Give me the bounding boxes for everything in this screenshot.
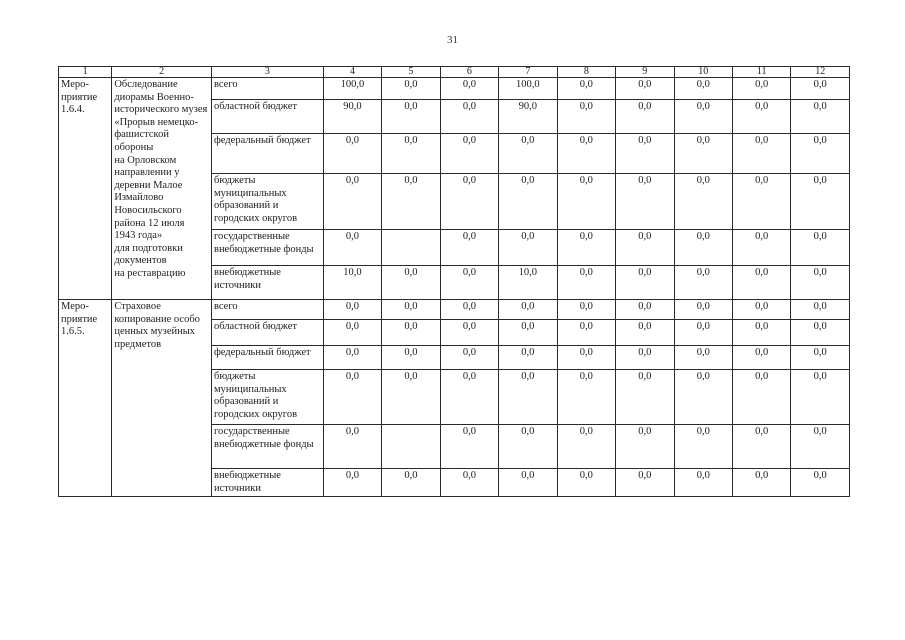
amount-cell: 0,0 bbox=[382, 370, 440, 425]
amount-cell: 0,0 bbox=[323, 320, 381, 346]
column-number: 1 bbox=[59, 67, 112, 78]
amount-cell: 0,0 bbox=[616, 346, 674, 370]
amount-cell: 90,0 bbox=[499, 100, 557, 134]
amount-cell: 0,0 bbox=[616, 174, 674, 230]
activity-label: Меро- приятие 1.6.5. bbox=[59, 300, 112, 497]
table-row bbox=[59, 300, 850, 320]
amount-cell: 0,0 bbox=[499, 300, 557, 320]
amount-cell: 0,0 bbox=[616, 370, 674, 425]
amount-cell: 0,0 bbox=[382, 174, 440, 230]
amount-cell: 0,0 bbox=[440, 370, 498, 425]
amount-cell: 0,0 bbox=[499, 370, 557, 425]
amount-cell: 0,0 bbox=[557, 78, 615, 100]
amount-cell: 0,0 bbox=[791, 78, 850, 100]
amount-cell: 0,0 bbox=[440, 300, 498, 320]
activity-description: Страховое копирование особо ценных музейных предметов bbox=[112, 300, 212, 497]
amount-cell: 0,0 bbox=[674, 320, 732, 346]
column-number: 7 bbox=[499, 67, 557, 78]
amount-cell: 0,0 bbox=[732, 134, 790, 174]
amount-cell: 0,0 bbox=[791, 134, 850, 174]
amount-cell: 0,0 bbox=[674, 100, 732, 134]
activity-label: Меро- приятие 1.6.4. bbox=[59, 78, 112, 300]
amount-cell: 0,0 bbox=[382, 469, 440, 497]
amount-cell: 0,0 bbox=[791, 425, 850, 469]
amount-cell: 0,0 bbox=[557, 320, 615, 346]
amount-cell: 0,0 bbox=[674, 346, 732, 370]
amount-cell: 90,0 bbox=[323, 100, 381, 134]
amount-cell: 0,0 bbox=[323, 300, 381, 320]
column-number: 11 bbox=[732, 67, 790, 78]
amount-cell: 0,0 bbox=[323, 174, 381, 230]
amount-cell: 0,0 bbox=[732, 425, 790, 469]
amount-cell: 100,0 bbox=[499, 78, 557, 100]
funding-source: федеральный бюджет bbox=[211, 134, 323, 174]
amount-cell: 0,0 bbox=[557, 230, 615, 266]
amount-cell: 0,0 bbox=[616, 469, 674, 497]
amount-cell: 0,0 bbox=[382, 100, 440, 134]
amount-cell: 0,0 bbox=[791, 370, 850, 425]
amount-cell: 0,0 bbox=[616, 266, 674, 300]
amount-cell: 0,0 bbox=[557, 425, 615, 469]
amount-cell: 0,0 bbox=[440, 425, 498, 469]
amount-cell: 0,0 bbox=[382, 346, 440, 370]
amount-cell: 0,0 bbox=[674, 78, 732, 100]
amount-cell: 0,0 bbox=[674, 425, 732, 469]
amount-cell: 0,0 bbox=[791, 174, 850, 230]
amount-cell: 0,0 bbox=[440, 174, 498, 230]
amount-cell: 0,0 bbox=[323, 469, 381, 497]
amount-cell: 0,0 bbox=[382, 78, 440, 100]
column-number: 4 bbox=[323, 67, 381, 78]
funding-source: бюджеты муниципальных образований и городских округов bbox=[211, 174, 323, 230]
funding-source: внебюджетные источники bbox=[211, 469, 323, 497]
page-number: 31 bbox=[447, 34, 458, 46]
amount-cell: 0,0 bbox=[674, 266, 732, 300]
funding-source: государственные внебюджетные фонды bbox=[211, 230, 323, 266]
amount-cell: 0,0 bbox=[674, 469, 732, 497]
amount-cell: 0,0 bbox=[557, 370, 615, 425]
funding-source: всего bbox=[211, 78, 323, 100]
amount-cell: 0,0 bbox=[382, 300, 440, 320]
amount-cell: 0,0 bbox=[732, 370, 790, 425]
budget-table bbox=[58, 66, 850, 497]
amount-cell: 0,0 bbox=[732, 346, 790, 370]
amount-cell: 0,0 bbox=[440, 469, 498, 497]
amount-cell: 0,0 bbox=[732, 469, 790, 497]
amount-cell: 0,0 bbox=[499, 230, 557, 266]
amount-cell: 0,0 bbox=[616, 320, 674, 346]
amount-cell: 0,0 bbox=[499, 174, 557, 230]
column-number: 9 bbox=[616, 67, 674, 78]
amount-cell: 0,0 bbox=[440, 266, 498, 300]
amount-cell: 0,0 bbox=[674, 174, 732, 230]
amount-cell: 0,0 bbox=[674, 370, 732, 425]
amount-cell: 0,0 bbox=[440, 134, 498, 174]
amount-cell: 0,0 bbox=[732, 266, 790, 300]
amount-cell: 0,0 bbox=[557, 134, 615, 174]
column-number-row bbox=[59, 67, 850, 78]
amount-cell: 0,0 bbox=[557, 174, 615, 230]
amount-cell: 0,0 bbox=[791, 300, 850, 320]
amount-cell: 0,0 bbox=[616, 78, 674, 100]
column-number: 8 bbox=[557, 67, 615, 78]
amount-cell: 0,0 bbox=[440, 230, 498, 266]
amount-cell: 0,0 bbox=[791, 469, 850, 497]
amount-cell: 0,0 bbox=[323, 370, 381, 425]
amount-cell: 0,0 bbox=[323, 425, 381, 469]
amount-cell: 0,0 bbox=[674, 300, 732, 320]
amount-cell: 0,0 bbox=[557, 469, 615, 497]
amount-cell: 0,0 bbox=[732, 100, 790, 134]
amount-cell: 0,0 bbox=[791, 100, 850, 134]
amount-cell: 0,0 bbox=[440, 320, 498, 346]
activity-description: Обследование диорамы Военно- исторического музея «Прорыв немецко- фашистской обороны на Орловском направлении у деревни Малое Измайлово Новосильского района 12 июля 1943 года» для подготовки документов на реставрацию bbox=[112, 78, 212, 300]
amount-cell: 0,0 bbox=[382, 266, 440, 300]
amount-cell: 0,0 bbox=[440, 78, 498, 100]
amount-cell: 0,0 bbox=[732, 320, 790, 346]
amount-cell: 10,0 bbox=[323, 266, 381, 300]
funding-source: бюджеты муниципальных образований и городских округов bbox=[211, 370, 323, 425]
amount-cell: 0,0 bbox=[791, 230, 850, 266]
amount-cell: 0,0 bbox=[557, 100, 615, 134]
amount-cell: 0,0 bbox=[323, 230, 381, 266]
column-number: 12 bbox=[791, 67, 850, 78]
table-row bbox=[59, 78, 850, 100]
amount-cell: 0,0 bbox=[791, 320, 850, 346]
amount-cell: 0,0 bbox=[499, 320, 557, 346]
amount-cell: 0,0 bbox=[616, 230, 674, 266]
amount-cell: 0,0 bbox=[616, 425, 674, 469]
funding-source: государственные внебюджетные фонды bbox=[211, 425, 323, 469]
amount-cell: 0,0 bbox=[732, 230, 790, 266]
amount-cell: 0,0 bbox=[499, 425, 557, 469]
funding-source: областной бюджет bbox=[211, 320, 323, 346]
amount-cell: 0,0 bbox=[674, 230, 732, 266]
amount-cell: 0,0 bbox=[732, 300, 790, 320]
column-number: 3 bbox=[211, 67, 323, 78]
amount-cell: 100,0 bbox=[323, 78, 381, 100]
amount-cell: 0,0 bbox=[557, 346, 615, 370]
amount-cell: 0,0 bbox=[616, 100, 674, 134]
funding-source: федеральный бюджет bbox=[211, 346, 323, 370]
amount-cell bbox=[382, 425, 440, 469]
amount-cell: 0,0 bbox=[382, 320, 440, 346]
amount-cell: 0,0 bbox=[732, 174, 790, 230]
amount-cell: 0,0 bbox=[791, 346, 850, 370]
amount-cell: 0,0 bbox=[616, 134, 674, 174]
amount-cell: 0,0 bbox=[499, 134, 557, 174]
column-number: 10 bbox=[674, 67, 732, 78]
amount-cell: 0,0 bbox=[499, 346, 557, 370]
amount-cell: 0,0 bbox=[382, 134, 440, 174]
funding-source: областной бюджет bbox=[211, 100, 323, 134]
amount-cell: 0,0 bbox=[557, 266, 615, 300]
amount-cell: 0,0 bbox=[616, 300, 674, 320]
amount-cell: 0,0 bbox=[674, 134, 732, 174]
amount-cell: 0,0 bbox=[791, 266, 850, 300]
amount-cell: 0,0 bbox=[499, 469, 557, 497]
amount-cell: 0,0 bbox=[323, 346, 381, 370]
column-number: 5 bbox=[382, 67, 440, 78]
amount-cell: 0,0 bbox=[440, 346, 498, 370]
funding-source: внебюджетные источники bbox=[211, 266, 323, 300]
amount-cell: 0,0 bbox=[557, 300, 615, 320]
funding-source: всего bbox=[211, 300, 323, 320]
amount-cell: 0,0 bbox=[732, 78, 790, 100]
amount-cell bbox=[382, 230, 440, 266]
amount-cell: 0,0 bbox=[440, 100, 498, 134]
amount-cell: 10,0 bbox=[499, 266, 557, 300]
amount-cell: 0,0 bbox=[323, 134, 381, 174]
column-number: 6 bbox=[440, 67, 498, 78]
column-number: 2 bbox=[112, 67, 212, 78]
